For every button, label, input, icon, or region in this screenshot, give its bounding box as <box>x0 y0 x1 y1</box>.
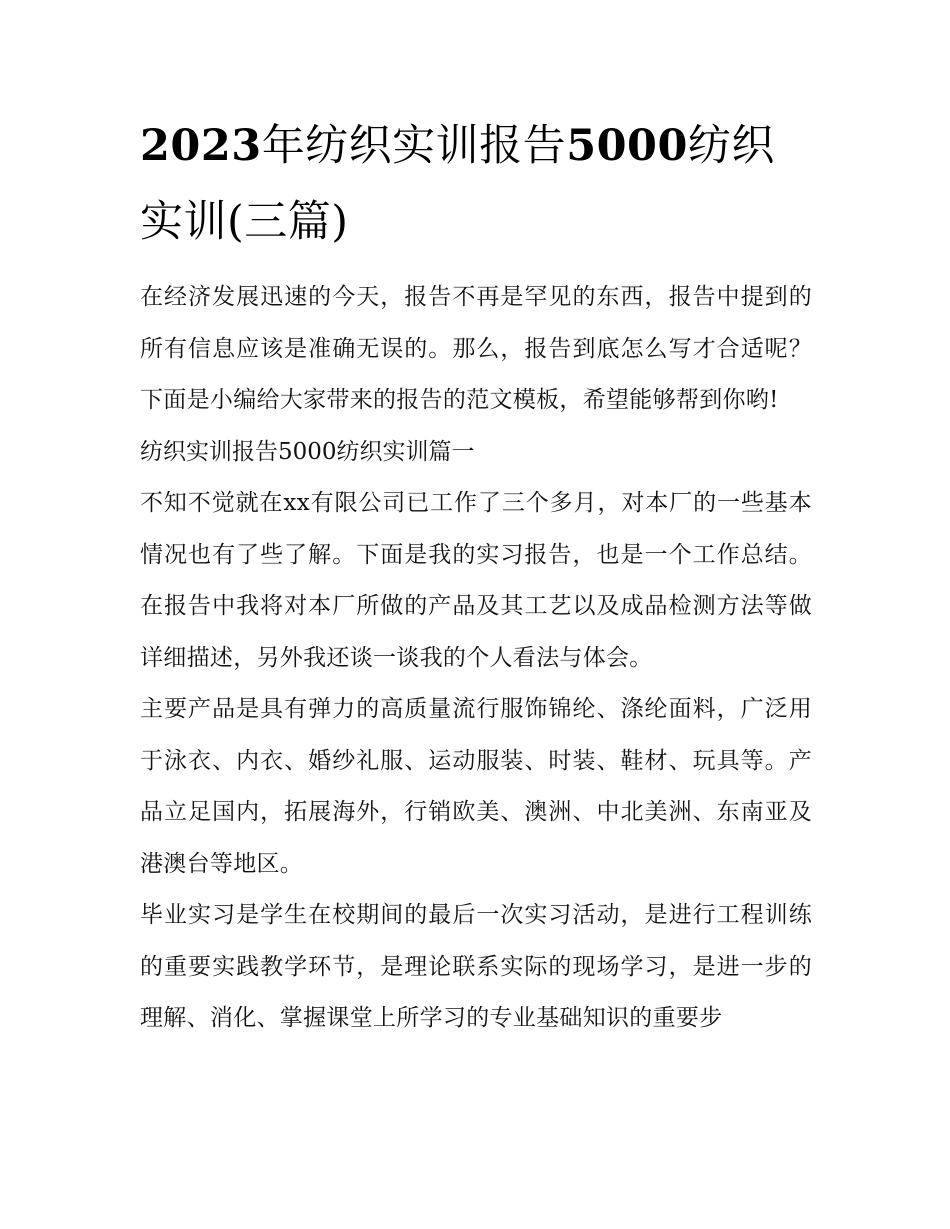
section-heading: 纺织实训报告5000纺织实训篇一 <box>140 438 475 465</box>
title-year: 2023 <box>140 121 262 171</box>
body-paragraph: 不知不觉就在xx有限公司已工作了三个多月，对本厂的一些基本情况也有了些了解。下面是我的实习报告，也是一个工作总结。在报告中我将对本厂所做的产品及其工艺以及成品检测方法等做详细描述，另外我还谈一谈我的个人看法与体会。 <box>140 490 812 671</box>
intro-paragraph: 在经济发展迅速的今天，报告不再是罕见的东西，报告中提到的所有信息应该是准确无误的。那么，报告到底怎么写才合适呢？下面是小编给大家带来的报告的范文模板，希望能够帮到你哟! <box>140 284 812 413</box>
title-number: 5000 <box>566 121 688 171</box>
title-part-2: 纺织实训(三篇) <box>140 121 775 247</box>
document-title <box>140 108 812 260</box>
document-content <box>140 108 812 1045</box>
title-part-1: 年纺织实训报告 <box>261 121 567 171</box>
body-paragraph: 主要产品是具有弹力的高质量流行服饰锦纶、涤纶面料，广泛用于泳衣、内衣、婚纱礼服、运动服装、时装、鞋材、玩具等。产品立足国内，拓展海外，行销欧美、澳洲、中北美洲、东南亚及港澳台等地区。 <box>140 696 812 877</box>
body-paragraph: 毕业实习是学生在校期间的最后一次实习活动，是进行工程训练的重要实践教学环节，是理论联系实际的现场学习，是进一步的理解、消化、掌握课堂上所学习的专业基础知识的重要步 <box>140 902 812 1031</box>
